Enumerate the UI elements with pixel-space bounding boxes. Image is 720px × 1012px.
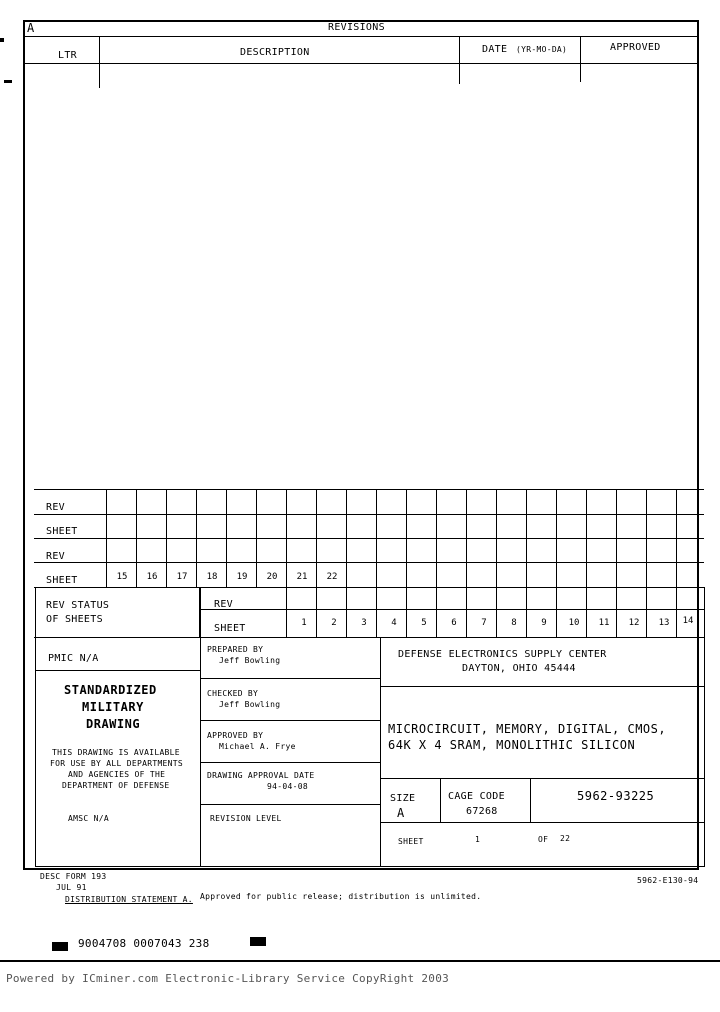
watermark: Powered by ICminer.com Electronic-Library Service CopyRight 2003 xyxy=(6,972,450,985)
title-block-rule xyxy=(200,720,380,721)
corner-letter: A xyxy=(27,21,35,35)
size-label: SIZE xyxy=(390,793,416,804)
title-block-divider xyxy=(440,778,441,822)
rev-label-1: REV xyxy=(46,502,65,513)
barcode-text: 9004708 0007043 238 xyxy=(78,937,210,950)
sheet-label: SHEET xyxy=(398,837,424,846)
prepared-by-name: Jeff Bowling xyxy=(219,656,281,665)
rev-label-3: REV xyxy=(214,599,233,610)
title-block-rule xyxy=(200,678,380,679)
lower-sheet-number: 13 xyxy=(658,618,670,628)
distribution-statement-text: Approved for public release; distribution is unlimited. xyxy=(200,892,482,901)
title-block-rule xyxy=(380,822,705,823)
col-date: DATE xyxy=(482,44,508,55)
approved-by-label: APPROVED BY xyxy=(207,731,264,740)
amsc: AMSC N/A xyxy=(68,814,109,823)
drawing-title-line1: MICROCIRCUIT, MEMORY, DIGITAL, CMOS, xyxy=(388,722,667,736)
drawing-number: 5962-93225 xyxy=(577,789,655,803)
lower-sheet-number: 14 xyxy=(682,616,694,626)
form-number: DESC FORM 193 xyxy=(40,872,107,881)
lower-sheet-number: 7 xyxy=(481,618,487,628)
title-block-rule xyxy=(200,804,380,805)
distribution-statement-label: DISTRIBUTION STATEMENT A. xyxy=(65,895,193,904)
smd-line2: MILITARY xyxy=(82,700,144,714)
lower-sheet-number: 3 xyxy=(361,618,367,628)
lower-sheet-number: 5 xyxy=(421,618,427,628)
drawing-date: 94-04-08 xyxy=(267,782,308,791)
drawing-date-label: DRAWING APPROVAL DATE xyxy=(207,771,315,780)
lower-sheet-number: 9 xyxy=(541,618,547,628)
upper-sheet-number: 16 xyxy=(146,572,158,582)
drawing-title-line2: 64K X 4 SRAM, MONOLITHIC SILICON xyxy=(388,738,636,752)
sheet-label-2: SHEET xyxy=(46,575,78,586)
smd-availability: FOR USE BY ALL DEPARTMENTS xyxy=(50,759,184,768)
smd-availability: THIS DRAWING IS AVAILABLE xyxy=(52,748,180,757)
margin-mark xyxy=(0,38,4,42)
smd-line1: STANDARDIZED xyxy=(64,683,157,697)
col-date-format: (YR-MO-DA) xyxy=(516,45,568,54)
lower-sheet-number: 6 xyxy=(451,618,457,628)
revision-level-label: REVISION LEVEL xyxy=(210,814,282,823)
sheet-label-3: SHEET xyxy=(214,623,246,634)
upper-sheet-number: 18 xyxy=(206,572,218,582)
rev-label-2: REV xyxy=(46,551,65,562)
document-code: 5962-E130-94 xyxy=(637,876,699,885)
rev-status-label: REV STATUS xyxy=(46,600,110,611)
agency-line1: DEFENSE ELECTRONICS SUPPLY CENTER xyxy=(398,649,607,660)
revisions-title: REVISIONS xyxy=(328,22,385,33)
lower-sheet-number: 8 xyxy=(511,618,517,628)
upper-sheet-number: 21 xyxy=(296,572,308,582)
sheet-value: 1 xyxy=(475,835,481,844)
col-description: DESCRIPTION xyxy=(240,47,310,58)
title-block-divider xyxy=(530,778,531,822)
smd-line3: DRAWING xyxy=(86,717,141,731)
lower-sheet-number: 12 xyxy=(628,618,640,628)
revisions-col-divider xyxy=(459,36,460,84)
sheet-label-1: SHEET xyxy=(46,526,78,537)
upper-sheet-number: 15 xyxy=(116,572,128,582)
sheet-of-label: OF xyxy=(538,835,549,844)
title-block-divider xyxy=(200,587,201,867)
smd-availability: DEPARTMENT OF DEFENSE xyxy=(62,781,170,790)
revisions-rule xyxy=(23,36,699,37)
barcode-mark-left xyxy=(52,942,68,951)
upper-sheet-number: 20 xyxy=(266,572,278,582)
upper-sheet-number: 19 xyxy=(236,572,248,582)
upper-sheet-number: 22 xyxy=(326,572,338,582)
size-value: A xyxy=(397,806,405,820)
lower-sheet-number: 11 xyxy=(598,618,610,628)
revisions-rule xyxy=(23,63,699,64)
of-sheets-label: OF SHEETS xyxy=(46,614,103,625)
revisions-col-divider xyxy=(580,36,581,82)
cage-code-value: 67268 xyxy=(466,806,498,817)
lower-sheet-number: 2 xyxy=(331,618,337,628)
barcode-mark-right xyxy=(250,937,266,946)
title-block-divider xyxy=(380,637,381,867)
prepared-by-label: PREPARED BY xyxy=(207,645,264,654)
revisions-col-divider xyxy=(99,36,100,88)
title-block-rule xyxy=(200,762,380,763)
title-block-rule xyxy=(380,686,705,687)
margin-mark xyxy=(4,80,12,83)
checked-by-label: CHECKED BY xyxy=(207,689,259,698)
title-block-rule xyxy=(380,778,705,779)
agency-line2: DAYTON, OHIO 45444 xyxy=(462,663,576,674)
lower-sheet-number: 10 xyxy=(568,618,580,628)
cage-code-label: CAGE CODE xyxy=(448,791,505,802)
col-approved: APPROVED xyxy=(610,42,661,53)
title-block-rule xyxy=(35,637,705,638)
lower-sheet-number: 1 xyxy=(301,618,307,628)
smd-availability: AND AGENCIES OF THE xyxy=(68,770,166,779)
sheet-total: 22 xyxy=(560,834,571,843)
lower-sheet-number: 4 xyxy=(391,618,397,628)
col-ltr: LTR xyxy=(58,50,77,61)
form-date: JUL 91 xyxy=(56,883,87,892)
upper-sheet-number: 17 xyxy=(176,572,188,582)
pmic: PMIC N/A xyxy=(48,653,99,664)
watermark-rule xyxy=(0,960,720,962)
approved-by-name: Michael A. Frye xyxy=(219,742,296,751)
checked-by-name: Jeff Bowling xyxy=(219,700,281,709)
title-block-rule xyxy=(35,670,200,671)
